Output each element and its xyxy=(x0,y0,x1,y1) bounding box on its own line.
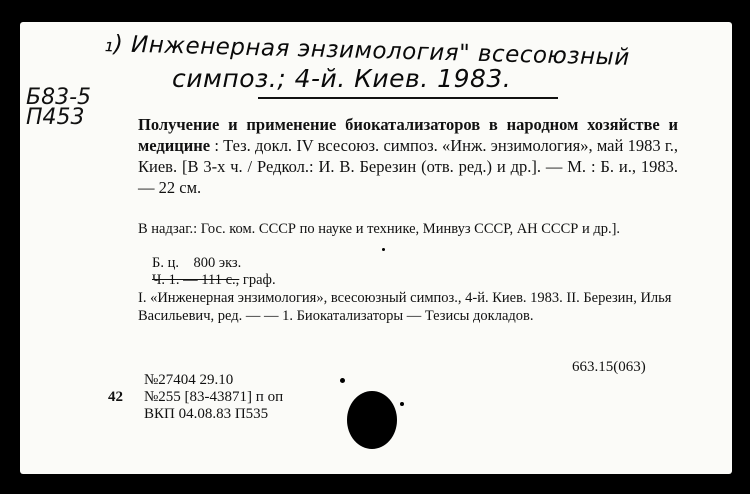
supertitle-note: В надзаг.: Гос. ком. СССР по науке и технике, Минвуз СССР, АН СССР и др.]. xyxy=(138,221,621,237)
footer-line-1: №27404 29.10 xyxy=(144,372,234,388)
price-copies-line xyxy=(152,254,712,272)
copies: 800 экз. xyxy=(193,255,242,271)
ink-blot xyxy=(347,391,397,449)
handwritten-note-line-1: ₁) Инженерная энзимология" всесоюзный xyxy=(103,31,631,71)
handwritten-underline xyxy=(258,97,558,99)
footer-line-3: ВКП 04.08.83 П535 xyxy=(144,406,269,422)
price: Б. ц. xyxy=(152,255,179,271)
bibliographic-entry xyxy=(138,114,678,198)
struck-text: Ч. 1. — 111 с., xyxy=(152,272,240,288)
shelfmark xyxy=(26,85,92,130)
struck-line xyxy=(152,271,712,289)
shelfmark-line-1: Б83-5 xyxy=(26,85,92,110)
catalog-card xyxy=(20,22,732,474)
entry-title: Получение и применение биокатализаторов в народном хозяйстве и медицине xyxy=(138,115,678,155)
ink-speck xyxy=(340,378,345,383)
classification-number: 663.15(063) xyxy=(572,359,646,375)
shelfmark-line-2: П453 xyxy=(26,105,85,130)
tracings: I. «Инженерная энзимология», всесоюзный симпоз., 4-й. Киев. 1983. II. Березин, Илья Васильевич, ред. — — 1. Биокатализаторы — Тезисы докладов. xyxy=(138,290,672,324)
struck-suffix: граф. xyxy=(242,272,276,288)
entry-body: : Тез. докл. IV всесоюз. симпоз. «Инж. энзимология», май 1983 г., Киев. [В 3-х ч. / Редкол.: И. В. Березин (отв. ред.) и др.]. — М. : Б. и., 1983. — 22 см. xyxy=(138,136,679,197)
ink-speck xyxy=(382,248,385,251)
footer-line-2: №255 [83-43871] п оп xyxy=(144,389,284,405)
footer-number: 42 xyxy=(108,389,123,405)
footer-block xyxy=(108,372,283,423)
handwritten-note-line-2: симпоз.; 4-й. Киев. 1983. xyxy=(172,64,512,93)
ink-speck xyxy=(400,402,404,406)
